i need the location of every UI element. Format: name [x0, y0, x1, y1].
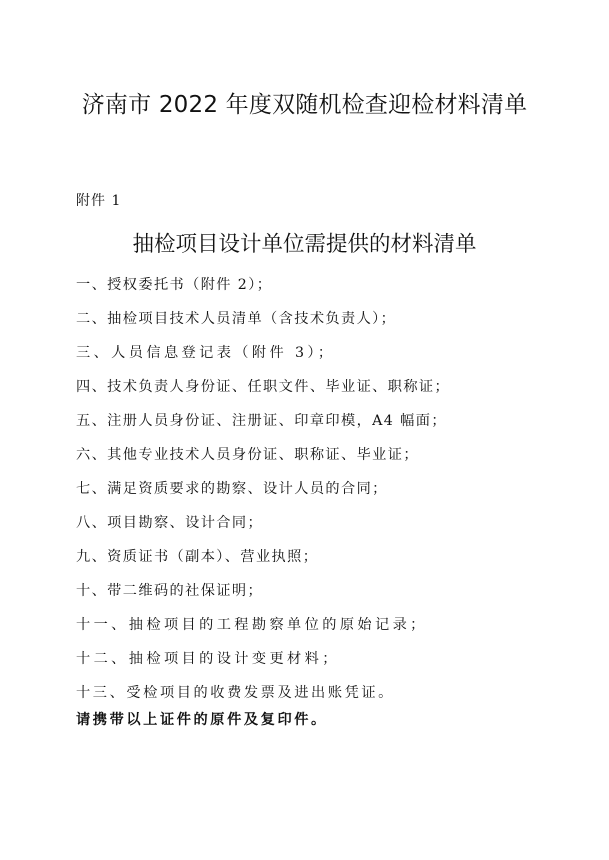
list-item: 七、满足资质要求的勘察、设计人员的合同； — [76, 481, 388, 497]
list-item: 十二、抽检项目的设计变更材料； — [76, 651, 340, 667]
list-item: 六、其他专业技术人员身份证、职称证、毕业证； — [76, 447, 419, 463]
materials-list — [76, 272, 546, 714]
list-item: 三、人员信息登记表（附件 3）； — [76, 345, 336, 361]
list-item: 十一、抽检项目的工程勘察单位的原始记录； — [76, 617, 428, 633]
checklist-subtitle: 抽检项目设计单位需提供的材料清单 — [132, 232, 477, 257]
list-item: 四、技术负责人身份证、任职文件、毕业证、职称证； — [76, 379, 451, 395]
list-item: 九、资质证书（副本）、营业执照； — [76, 549, 319, 565]
list-item: 十、带二维码的社保证明； — [76, 583, 264, 599]
list-item: 二、抽检项目技术人员清单（含技术负责人）； — [76, 311, 397, 327]
attachment-label: 附件 1 — [76, 193, 122, 209]
list-item: 五、注册人员身份证、注册证、印章印模，A4 幅面； — [76, 413, 447, 429]
closing-note: 请携带以上证件的原件及复印件。 — [76, 712, 328, 728]
list-item: 一、授权委托书（附件 2）； — [76, 277, 273, 293]
list-item: 八、项目勘察、设计合同； — [76, 515, 264, 531]
list-item: 十三、受检项目的收费发票及进出账凭证。 — [76, 685, 395, 701]
document-title: 济南市 2022 年度双随机检查迎检材料清单 — [81, 92, 528, 118]
